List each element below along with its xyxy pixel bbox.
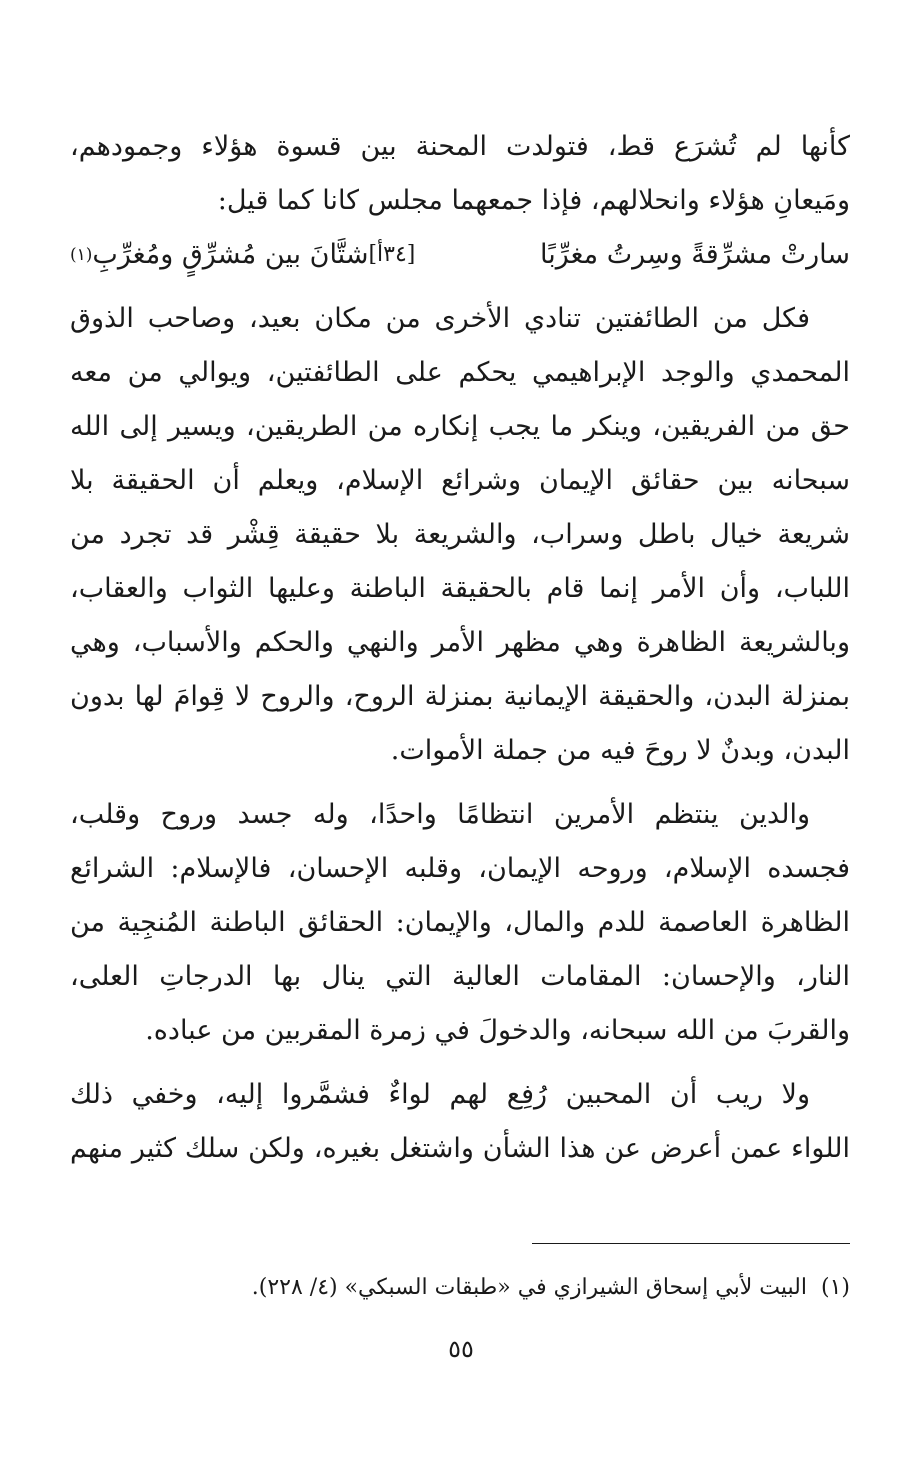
text-line: البدن، وبدنٌ لا روحَ فيه من جملة الأموات. bbox=[390, 735, 850, 766]
text-line: ولا ريب أن المحبين رُفِع لهم لواءٌ فشمَّروا إليه، وخفي ذلك bbox=[70, 1079, 810, 1110]
text-line: اللواء عمن أعرض عن هذا الشأن واشتغل بغيره، ولكن سلك كثير منهم bbox=[70, 1133, 850, 1164]
page-number: ٥٥ bbox=[448, 1335, 474, 1363]
text-line: النار، والإحسان: المقامات العالية التي ينال بها الدرجاتِ العلى، bbox=[70, 961, 850, 992]
footnote-marker: (١) bbox=[70, 245, 93, 265]
verse-second-hemistich: شتَّانَ بين مُشرِّقٍ ومُغرِّبِ bbox=[92, 239, 369, 270]
paragraph-3 bbox=[70, 1068, 850, 1176]
page-body bbox=[70, 120, 850, 1176]
manuscript-folio-ref: [٣٤أ] bbox=[368, 242, 416, 267]
verse-second-half bbox=[70, 228, 415, 282]
footnote-number: (١) bbox=[820, 1275, 850, 1300]
text-line: فكل من الطائفتين تنادي الأخرى من مكان بعيد، وصاحب الذوق bbox=[70, 303, 810, 334]
text-line: كأنها لم تُشرَع قط، فتولدت المحنة بين قسوة هؤلاء وجمودهم، bbox=[70, 131, 850, 162]
footnote-divider bbox=[532, 1243, 850, 1244]
text-line: اللباب، وأن الأمر إنما قام بالحقيقة الباطنة وعليها الثواب والعقاب، bbox=[70, 573, 850, 604]
paragraph-2 bbox=[70, 788, 850, 1058]
text-line: حق من الفريقين، وينكر ما يجب إنكاره من الطريقين، ويسير إلى الله bbox=[70, 411, 850, 442]
opening-paragraph bbox=[70, 120, 850, 228]
text-line: والدين ينتظم الأمرين انتظامًا واحدًا، وله جسد وروح وقلب، bbox=[70, 799, 810, 830]
text-line: الظاهرة العاصمة للدم والمال، والإيمان: الحقائق الباطنة المُنجِية من bbox=[70, 907, 850, 938]
text-line: بمنزلة البدن، والحقيقة الإيمانية بمنزلة الروح، والروح لا قِوامَ لها بدون bbox=[70, 681, 850, 712]
text-line: وبالشريعة الظاهرة وهي مظهر الأمر والنهي والحكم والأسباب، وهي bbox=[70, 627, 850, 658]
paragraph-1 bbox=[70, 292, 850, 778]
text-line: شريعة خيال باطل وسراب، والشريعة بلا حقيقة قِشْر قد تجرد من bbox=[70, 519, 850, 550]
verse-first-hemistich: سارتْ مشرِّقةً وسِرتُ مغرِّبًا bbox=[540, 239, 850, 270]
text-line: المحمدي والوجد الإبراهيمي يحكم على الطائفتين، ويوالي من معه bbox=[70, 357, 850, 388]
text-line: ومَيعانِ هؤلاء وانحلالهم، فإذا جمعهما مجلس كانا كما قيل: bbox=[217, 185, 850, 216]
poetry-verse bbox=[70, 228, 850, 282]
text-line: فجسده الإسلام، وروحه الإيمان، وقلبه الإحسان، فالإسلام: الشرائع bbox=[70, 853, 850, 884]
footnote bbox=[70, 1270, 850, 1306]
footnote-text: البيت لأبي إسحاق الشيرازي في «طبقات السبكي» (٤/ ٢٢٨). bbox=[251, 1275, 807, 1300]
text-line: والقربَ من الله سبحانه، والدخولَ في زمرة المقربين من عباده. bbox=[145, 1015, 850, 1046]
text-line: سبحانه بين حقائق الإيمان وشرائع الإسلام، ويعلم أن الحقيقة بلا bbox=[70, 465, 850, 496]
